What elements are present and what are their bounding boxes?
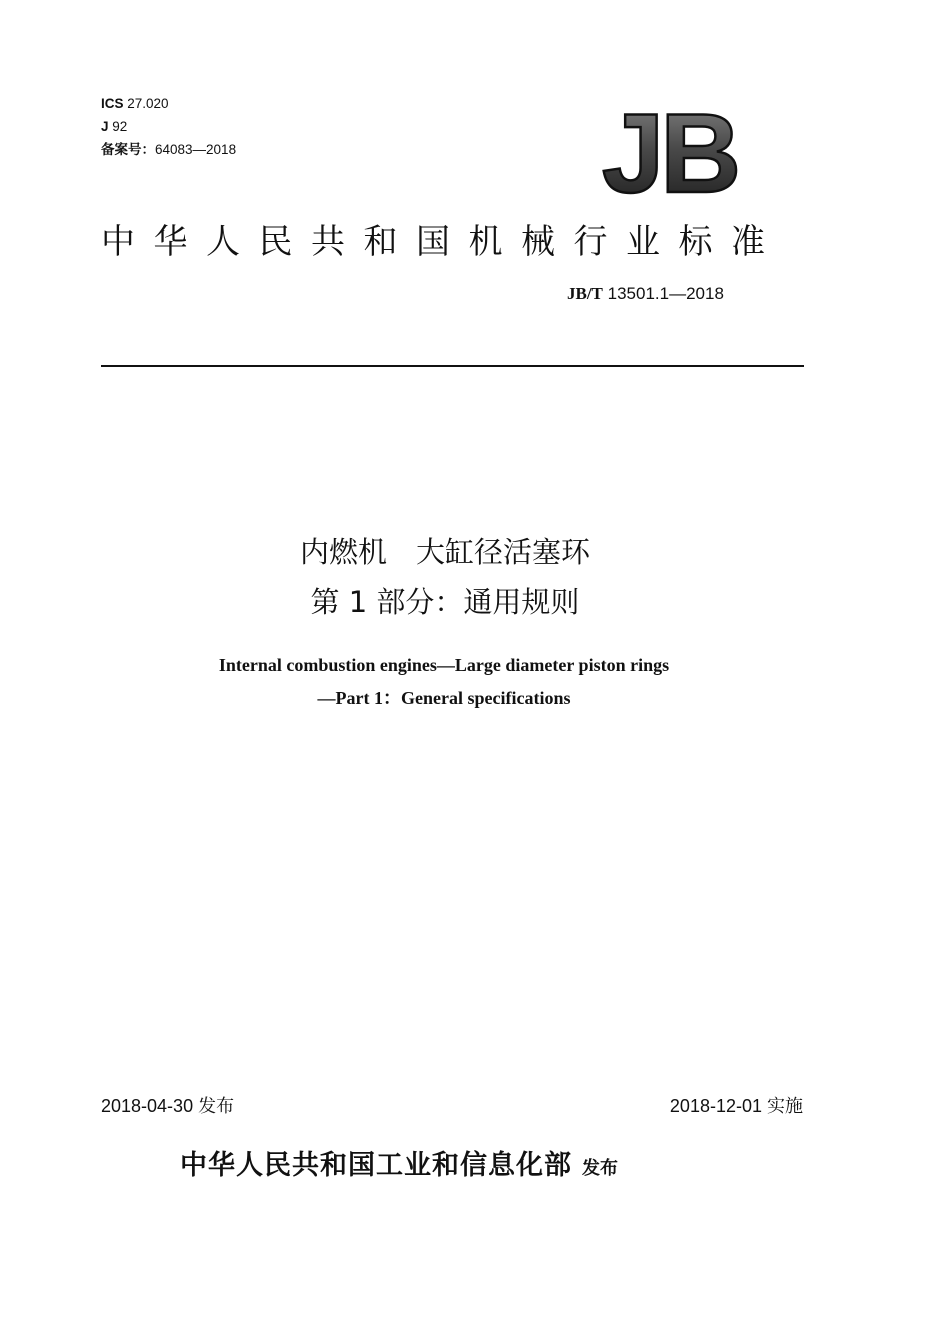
standard-number-prefix: JB/T — [567, 284, 603, 303]
record-label: 备案号： — [101, 142, 155, 157]
title-zh-line1: 内燃机 大缸径活塞环 — [299, 535, 590, 569]
standard-title: 中华人民共和国机械行业标准 — [101, 222, 784, 262]
publisher-action: 发布 — [582, 1158, 618, 1179]
jb-logo — [598, 100, 768, 200]
record-number — [101, 141, 236, 159]
standard-number — [567, 284, 724, 304]
header-divider — [101, 365, 804, 367]
ics-code — [101, 95, 169, 113]
ics-prefix: ICS — [101, 96, 124, 111]
ccs-prefix: J — [101, 119, 109, 134]
title-en-line1: Internal combustion engines—Large diameter piston rings — [218, 655, 670, 675]
title-zh-line2: 第 1 部分：通用规则 — [310, 585, 580, 619]
ics-value: 27.020 — [123, 96, 169, 111]
jb-logo-text: JB — [602, 100, 738, 200]
implementation-date: 2018-12-01 实施 — [669, 1096, 803, 1116]
standard-number-value: 13501.1—2018 — [602, 284, 724, 303]
ccs-value: 92 — [108, 119, 128, 134]
ccs-code — [101, 118, 127, 136]
record-value: 64083—2018 — [155, 142, 237, 157]
publisher — [180, 1143, 618, 1182]
publisher-organization: 中华人民共和国工业和信息化部 — [180, 1150, 572, 1181]
issue-date: 2018-04-30 发布 — [101, 1096, 235, 1116]
title-en-line2: —Part 1：General specifications — [317, 688, 571, 708]
